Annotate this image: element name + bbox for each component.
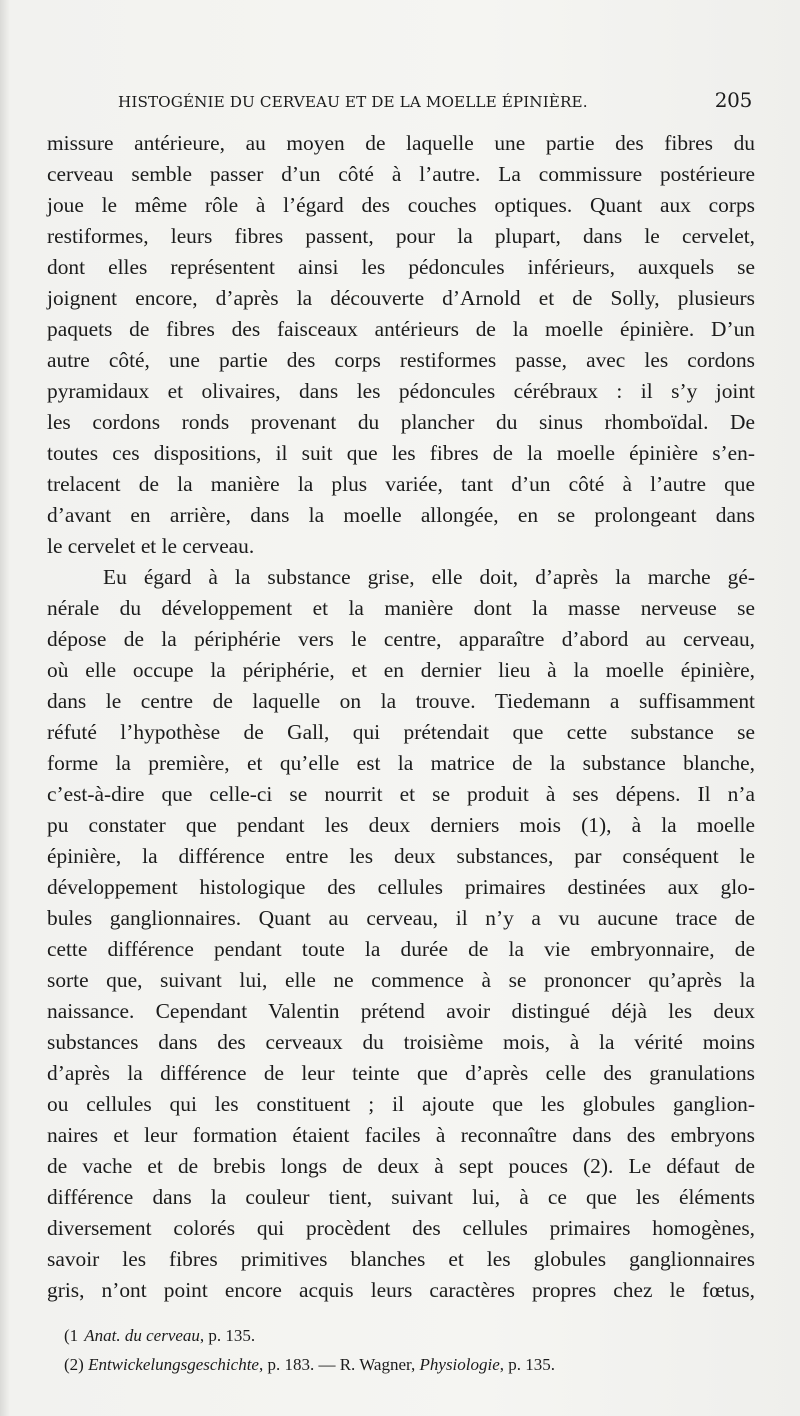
text-line: autre côté, une partie des corps restiformes passe, avec les cordons [47, 348, 755, 372]
text-line: où elle occupe la périphérie, et en dernier lieu à la moelle épinière, [47, 658, 755, 682]
text-line: développement histologique des cellules primaires destinées aux glo- [47, 875, 755, 899]
page-number: 205 [714, 88, 752, 112]
footnote-text: , p. 135. [199, 1326, 256, 1345]
text-line: dont elles représentent ainsi les pédoncules inférieurs, auxquels se [47, 255, 755, 279]
text-line: les cordons ronds provenant du plancher du sinus rhomboïdal. De [47, 410, 755, 434]
footnote-2 [64, 1350, 764, 1379]
text-line: de vache et de brebis longs de deux à sept pouces (2). Le défaut de [47, 1154, 755, 1178]
footnotes [64, 1321, 764, 1379]
footnote-1 [64, 1321, 764, 1350]
text-line: sorte que, suivant lui, elle ne commence à se prononcer qu’après la [47, 968, 755, 992]
body-text [47, 128, 755, 1306]
footnote-marker: (1 [64, 1326, 79, 1345]
text-line: ou cellules qui les constituent ; il ajoute que les globules ganglion- [47, 1092, 755, 1116]
footnote-text-2: , p. 135. [499, 1355, 556, 1374]
footnote-text: , p. 183. — R. Wagner, [258, 1355, 420, 1374]
text-line: pyramidaux et olivaires, dans les pédoncules cérébraux : il s’y joint [47, 379, 755, 403]
page-header [118, 88, 752, 118]
text-line: restiformes, leurs fibres passent, pour la plupart, dans le cervelet, [47, 224, 755, 248]
text-line: d’après la différence de leur teinte que d’après celle des granulations [47, 1061, 755, 1085]
text-line: épinière, la différence entre les deux substances, par conséquent le [47, 844, 755, 868]
text-line: dans le centre de laquelle on la trouve. Tiedemann a suffisamment [47, 689, 755, 713]
text-line: savoir les fibres primitives blanches et les globules ganglionnaires [47, 1247, 755, 1271]
text-line: joue le même rôle à l’égard des couches optiques. Quant aux corps [47, 193, 755, 217]
text-line: dépose de la périphérie vers le centre, apparaître d’abord au cerveau, [47, 627, 755, 651]
footnote-title: Entwickelungsgeschichte [88, 1355, 259, 1374]
text-line: nérale du développement et la manière dont la masse nerveuse se [47, 596, 755, 620]
text-line: le cervelet et le cerveau. [47, 534, 255, 558]
text-line: naissance. Cependant Valentin prétend avoir distingué déjà les deux [47, 999, 755, 1023]
text-line: réfuté l’hypothèse de Gall, qui prétendait que cette substance se [47, 720, 755, 744]
text-line: paquets de fibres des faisceaux antérieurs de la moelle épinière. D’un [47, 317, 755, 341]
text-line: toutes ces dispositions, il suit que les fibres de la moelle épinière s’en- [47, 441, 755, 465]
running-title: HISTOGÉNIE DU CERVEAU ET DE LA MOELLE ÉPINIÈRE. [118, 93, 588, 111]
text-line: d’avant en arrière, dans la moelle allongée, en se prolongeant dans [47, 503, 755, 527]
text-line: gris, n’ont point encore acquis leurs caractères propres chez le fœtus, [47, 1278, 755, 1302]
text-line: trelacent de la manière la plus variée, tant d’un côté à l’autre que [47, 472, 755, 496]
text-line: substances dans des cerveaux du troisième mois, à la vérité moins [47, 1030, 755, 1054]
text-line: joignent encore, d’après la découverte d’Arnold et de Solly, plusieurs [47, 286, 755, 310]
text-line: cerveau semble passer d’un côté à l’autre. La commissure postérieure [47, 162, 755, 186]
text-line: différence dans la couleur tient, suivant lui, à ce que les éléments [47, 1185, 755, 1209]
text-line: forme la première, et qu’elle est la matrice de la substance blanche, [47, 751, 755, 775]
text-line: missure antérieure, au moyen de laquelle une partie des fibres du [47, 131, 755, 155]
footnote-title: Anat. du cerveau [84, 1326, 200, 1345]
text-line: naires et leur formation étaient faciles à reconnaître dans des embryons [47, 1123, 755, 1147]
text-line: pu constater que pendant les deux derniers mois (1), à la moelle [47, 813, 755, 837]
text-line: c’est-à-dire que celle-ci se nourrit et se produit à ses dépens. Il n’a [47, 782, 755, 806]
footnote-title-2: Physiologie [419, 1355, 500, 1374]
text-line: cette différence pendant toute la durée de la vie embryonnaire, de [47, 937, 755, 961]
text-line: bules ganglionnaires. Quant au cerveau, il n’y a vu aucune trace de [47, 906, 755, 930]
text-line-paragraph-start: Eu égard à la substance grise, elle doit, d’après la marche gé- [103, 565, 755, 589]
footnote-marker: (2) [64, 1355, 84, 1374]
text-line: diversement colorés qui procèdent des cellules primaires homogènes, [47, 1216, 755, 1240]
